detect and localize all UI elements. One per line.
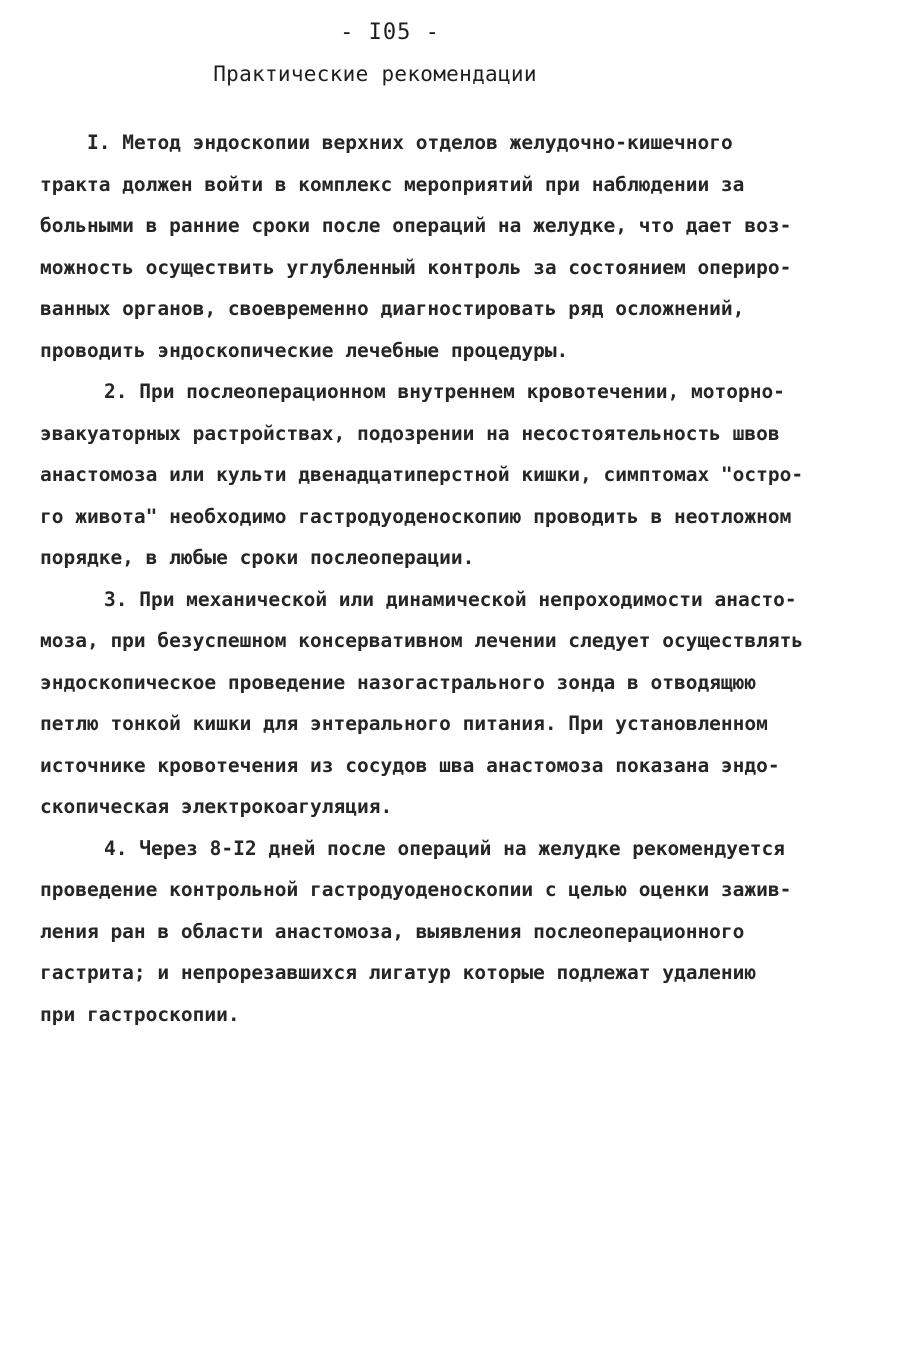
- paragraph-4: [40, 828, 870, 1036]
- text-line: тракта должен войти в комплекс мероприятий при наблюдении за: [40, 172, 745, 196]
- text-line: проводить эндоскопические лечебные процедуры.: [40, 338, 569, 362]
- text-line: ления ран в области анастомоза, выявления послеоперационного: [40, 919, 745, 943]
- text-line: анастомоза или культи двенадцатиперстной кишки, симптомах "остро-: [40, 463, 804, 486]
- text-line: проведение контрольной гастродуоденоскопии с целью оценки зажив-: [40, 878, 792, 901]
- paragraph-3: [40, 579, 870, 828]
- text-line: эвакуаторных растройствах, подозрении на несостоятельность швов: [40, 421, 780, 445]
- section-title: Практические рекомендации: [213, 62, 537, 86]
- paragraph-2: [40, 371, 870, 579]
- text-line: скопическая электрокоагуляция.: [40, 795, 393, 818]
- text-line: 2. При послеоперационном внутреннем кровотечении, моторно-: [104, 380, 785, 403]
- text-line: моза, при безуспешном консервативном лечении следует осуществлять: [40, 629, 804, 652]
- text-line: больными в ранние сроки после операций на желудке, что дает воз-: [40, 214, 792, 237]
- text-line: ванных органов, своевременно диагностировать ряд осложнений,: [40, 297, 745, 320]
- text-line: порядке, в любые сроки послеоперации.: [40, 546, 475, 569]
- text-line: I. Метод эндоскопии верхних отделов желудочно-кишечного: [87, 131, 733, 154]
- text-line: го живота" необходимо гастродуоденоскопию проводить в неотложном: [40, 504, 792, 528]
- text-line: 3. При механической или динамической непроходимости анасто-: [104, 587, 797, 611]
- text-line: 4. Через 8-I2 дней после операций на желудке рекомендуется: [104, 836, 785, 860]
- paragraph-1: [40, 122, 870, 371]
- text-line: эндоскопическое проведение назогастрального зонда в отводящюю: [40, 670, 757, 694]
- text-line: при гастроскопии.: [40, 1002, 240, 1026]
- text-line: источнике кровотечения из сосудов шва анастомоза показана эндо-: [40, 753, 780, 777]
- text-line: можность осуществить углубленный контроль за состоянием опериро-: [40, 255, 792, 279]
- page-number: - I05 -: [340, 20, 440, 45]
- recommendations-body: [40, 122, 870, 1035]
- text-line: гастрита; и непрорезавшихся лигатур которые подлежат удалению: [40, 961, 757, 984]
- text-line: петлю тонкой кишки для энтерального питания. При установленном: [40, 712, 768, 735]
